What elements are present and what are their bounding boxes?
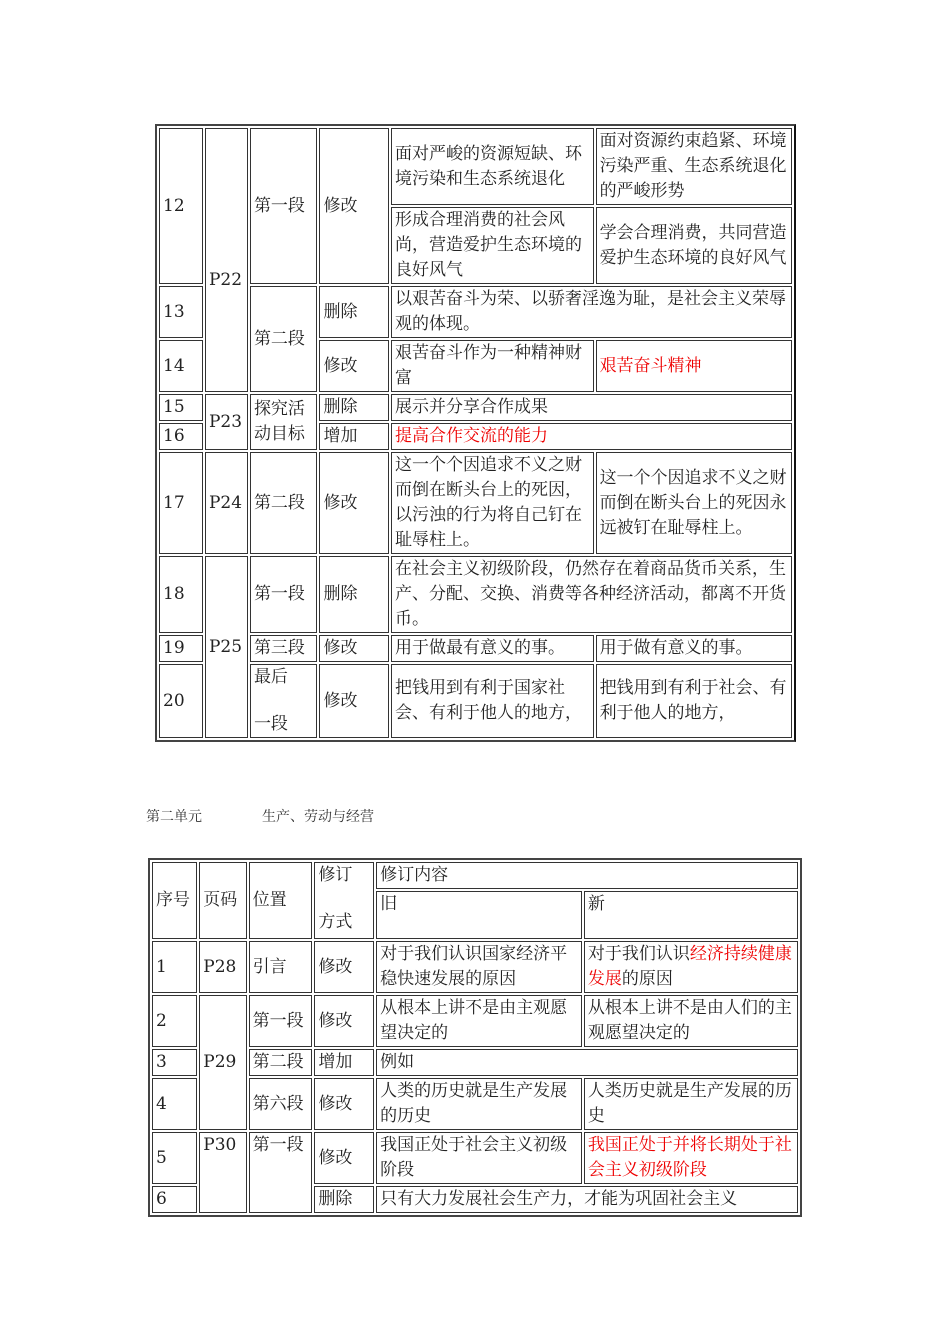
position-line-1: 最后: [253, 667, 288, 687]
action-cell: 修改: [314, 1132, 374, 1184]
added-text-cell: 例如: [376, 1049, 798, 1076]
unit-title: 生产、劳动与经营: [262, 809, 374, 825]
action-cell: 删除: [314, 1186, 374, 1213]
position-cell: 第一段: [249, 1132, 313, 1213]
position-cell: 第一段: [250, 556, 318, 633]
action-cell: 删除: [319, 394, 389, 421]
new-text-cell: 艰苦奋斗精神: [596, 340, 792, 392]
new-text-cell: 用于做有意义的事。: [596, 635, 792, 662]
deleted-text-cell: 以艰苦奋斗为荣、以骄奢淫逸为耻，是社会主义荣辱观的体现。: [391, 286, 792, 338]
row-number: 19: [159, 635, 203, 662]
old-text-cell: 用于做最有意义的事。: [391, 635, 594, 662]
header-method: [314, 862, 374, 939]
position-cell: 第三段: [250, 635, 318, 662]
action-cell: 修改: [314, 995, 374, 1047]
action-cell: 删除: [319, 286, 389, 338]
deleted-text-cell: 只有大力发展社会生产力，才能为巩固社会主义: [376, 1186, 798, 1213]
position-cell: 第二段: [250, 286, 318, 392]
action-cell: 增加: [314, 1049, 374, 1076]
row-number: 4: [152, 1078, 197, 1130]
deleted-text-cell: 展示并分享合作成果: [391, 394, 792, 421]
header-page: 页码: [199, 862, 246, 939]
old-text-cell: 形成合理消费的社会风尚，营造爱护生态环境的良好风气: [391, 207, 594, 284]
unit-label: 第二单元: [146, 809, 202, 825]
action-cell: 修改: [319, 340, 389, 392]
row-number: 5: [152, 1132, 197, 1184]
page-cell: P28: [199, 941, 246, 993]
position-cell: 探究活动目标: [250, 394, 318, 450]
old-text-cell: 对于我们认识国家经济平稳快速发展的原因: [376, 941, 582, 993]
new-text-cell: [584, 941, 798, 993]
old-text-cell: 我国正处于社会主义初级阶段: [376, 1132, 582, 1184]
new-text-cell: 我国正处于并将长期处于社会主义初级阶段: [584, 1132, 798, 1184]
action-cell: 修改: [319, 635, 389, 662]
old-text-cell: 从根本上讲不是由主观愿望决定的: [376, 995, 582, 1047]
row-number: 15: [159, 394, 203, 421]
action-cell: 修改: [319, 664, 389, 738]
action-cell: 修改: [314, 1078, 374, 1130]
row-number: 12: [159, 128, 203, 284]
row-number: 1: [152, 941, 197, 993]
position-cell: 引言: [249, 941, 313, 993]
row-number: 18: [159, 556, 203, 633]
row-number: 16: [159, 423, 203, 450]
old-text-cell: 面对严峻的资源短缺、环境污染和生态系统退化: [391, 128, 594, 205]
added-text-cell: 提高合作交流的能力: [391, 423, 792, 450]
action-cell: 增加: [319, 423, 389, 450]
row-number: 2: [152, 995, 197, 1047]
page-cell: P29: [199, 995, 246, 1130]
new-text-part: 的原因: [621, 969, 673, 989]
action-cell: 修改: [314, 941, 374, 993]
new-text-cell: 从根本上讲不是由人们的主观愿望决定的: [584, 995, 798, 1047]
action-cell: 删除: [319, 556, 389, 633]
new-text-cell: 把钱用到有利于社会、有利于他人的地方，: [596, 664, 792, 738]
old-text-cell: 艰苦奋斗作为一种精神财富: [391, 340, 594, 392]
row-number: 13: [159, 286, 203, 338]
row-number: 3: [152, 1049, 197, 1076]
new-text-cell: 学会合理消费，共同营造爱护生态环境的良好风气: [596, 207, 792, 284]
deleted-text-cell: 在社会主义初级阶段，仍然存在着商品货币关系，生产、分配、交换、消费等各种经济活动，都离不开货币。: [391, 556, 792, 633]
new-text-cell: 面对资源约束趋紧、环境污染严重、生态系统退化的严峻形势: [596, 128, 792, 205]
action-cell: 修改: [319, 452, 389, 554]
revision-table-unit-1: [155, 124, 796, 742]
page-cell: P22: [205, 128, 248, 392]
section-heading: [146, 806, 374, 826]
position-line-2: 一段: [253, 714, 288, 734]
header-position: 位置: [249, 862, 313, 939]
row-number: 17: [159, 452, 203, 554]
page-cell: P30: [199, 1132, 246, 1213]
page-cell: P25: [205, 556, 248, 738]
new-text-part: 对于我们认识: [587, 944, 690, 964]
header-new: 新: [584, 891, 798, 939]
row-number: 20: [159, 664, 203, 738]
page-cell: P23: [205, 394, 248, 450]
row-number: 6: [152, 1186, 197, 1213]
row-number: 14: [159, 340, 203, 392]
old-text-cell: 这一个个因追求不义之财而倒在断头台上的死因，以污浊的行为将自己钉在耻辱柱上。: [391, 452, 594, 554]
revision-table-unit-2: [148, 858, 802, 1217]
position-cell: 第一段: [250, 128, 318, 284]
new-text-cell: 人类历史就是生产发展的历史: [584, 1078, 798, 1130]
new-text-cell: 这一个个因追求不义之财而倒在断头台上的死因永远被钉在耻辱柱上。: [596, 452, 792, 554]
action-cell: 修改: [319, 128, 389, 284]
position-cell: [250, 664, 318, 738]
page-cell: P24: [205, 452, 248, 554]
header-method-line-2: 方式: [318, 912, 353, 932]
header-number: 序号: [152, 862, 197, 939]
old-text-cell: 人类的历史就是生产发展的历史: [376, 1078, 582, 1130]
position-cell: 第六段: [249, 1078, 313, 1130]
header-content: 修订内容: [376, 862, 798, 889]
position-cell: 第二段: [250, 452, 318, 554]
new-text-highlight: 经济持续健康发展: [587, 944, 792, 989]
position-cell: 第一段: [249, 995, 313, 1047]
header-old: 旧: [376, 891, 582, 939]
old-text-cell: 把钱用到有利于国家社会、有利于他人的地方，: [391, 664, 594, 738]
position-cell: 第二段: [249, 1049, 313, 1076]
header-method-line-1: 修订: [318, 865, 353, 885]
